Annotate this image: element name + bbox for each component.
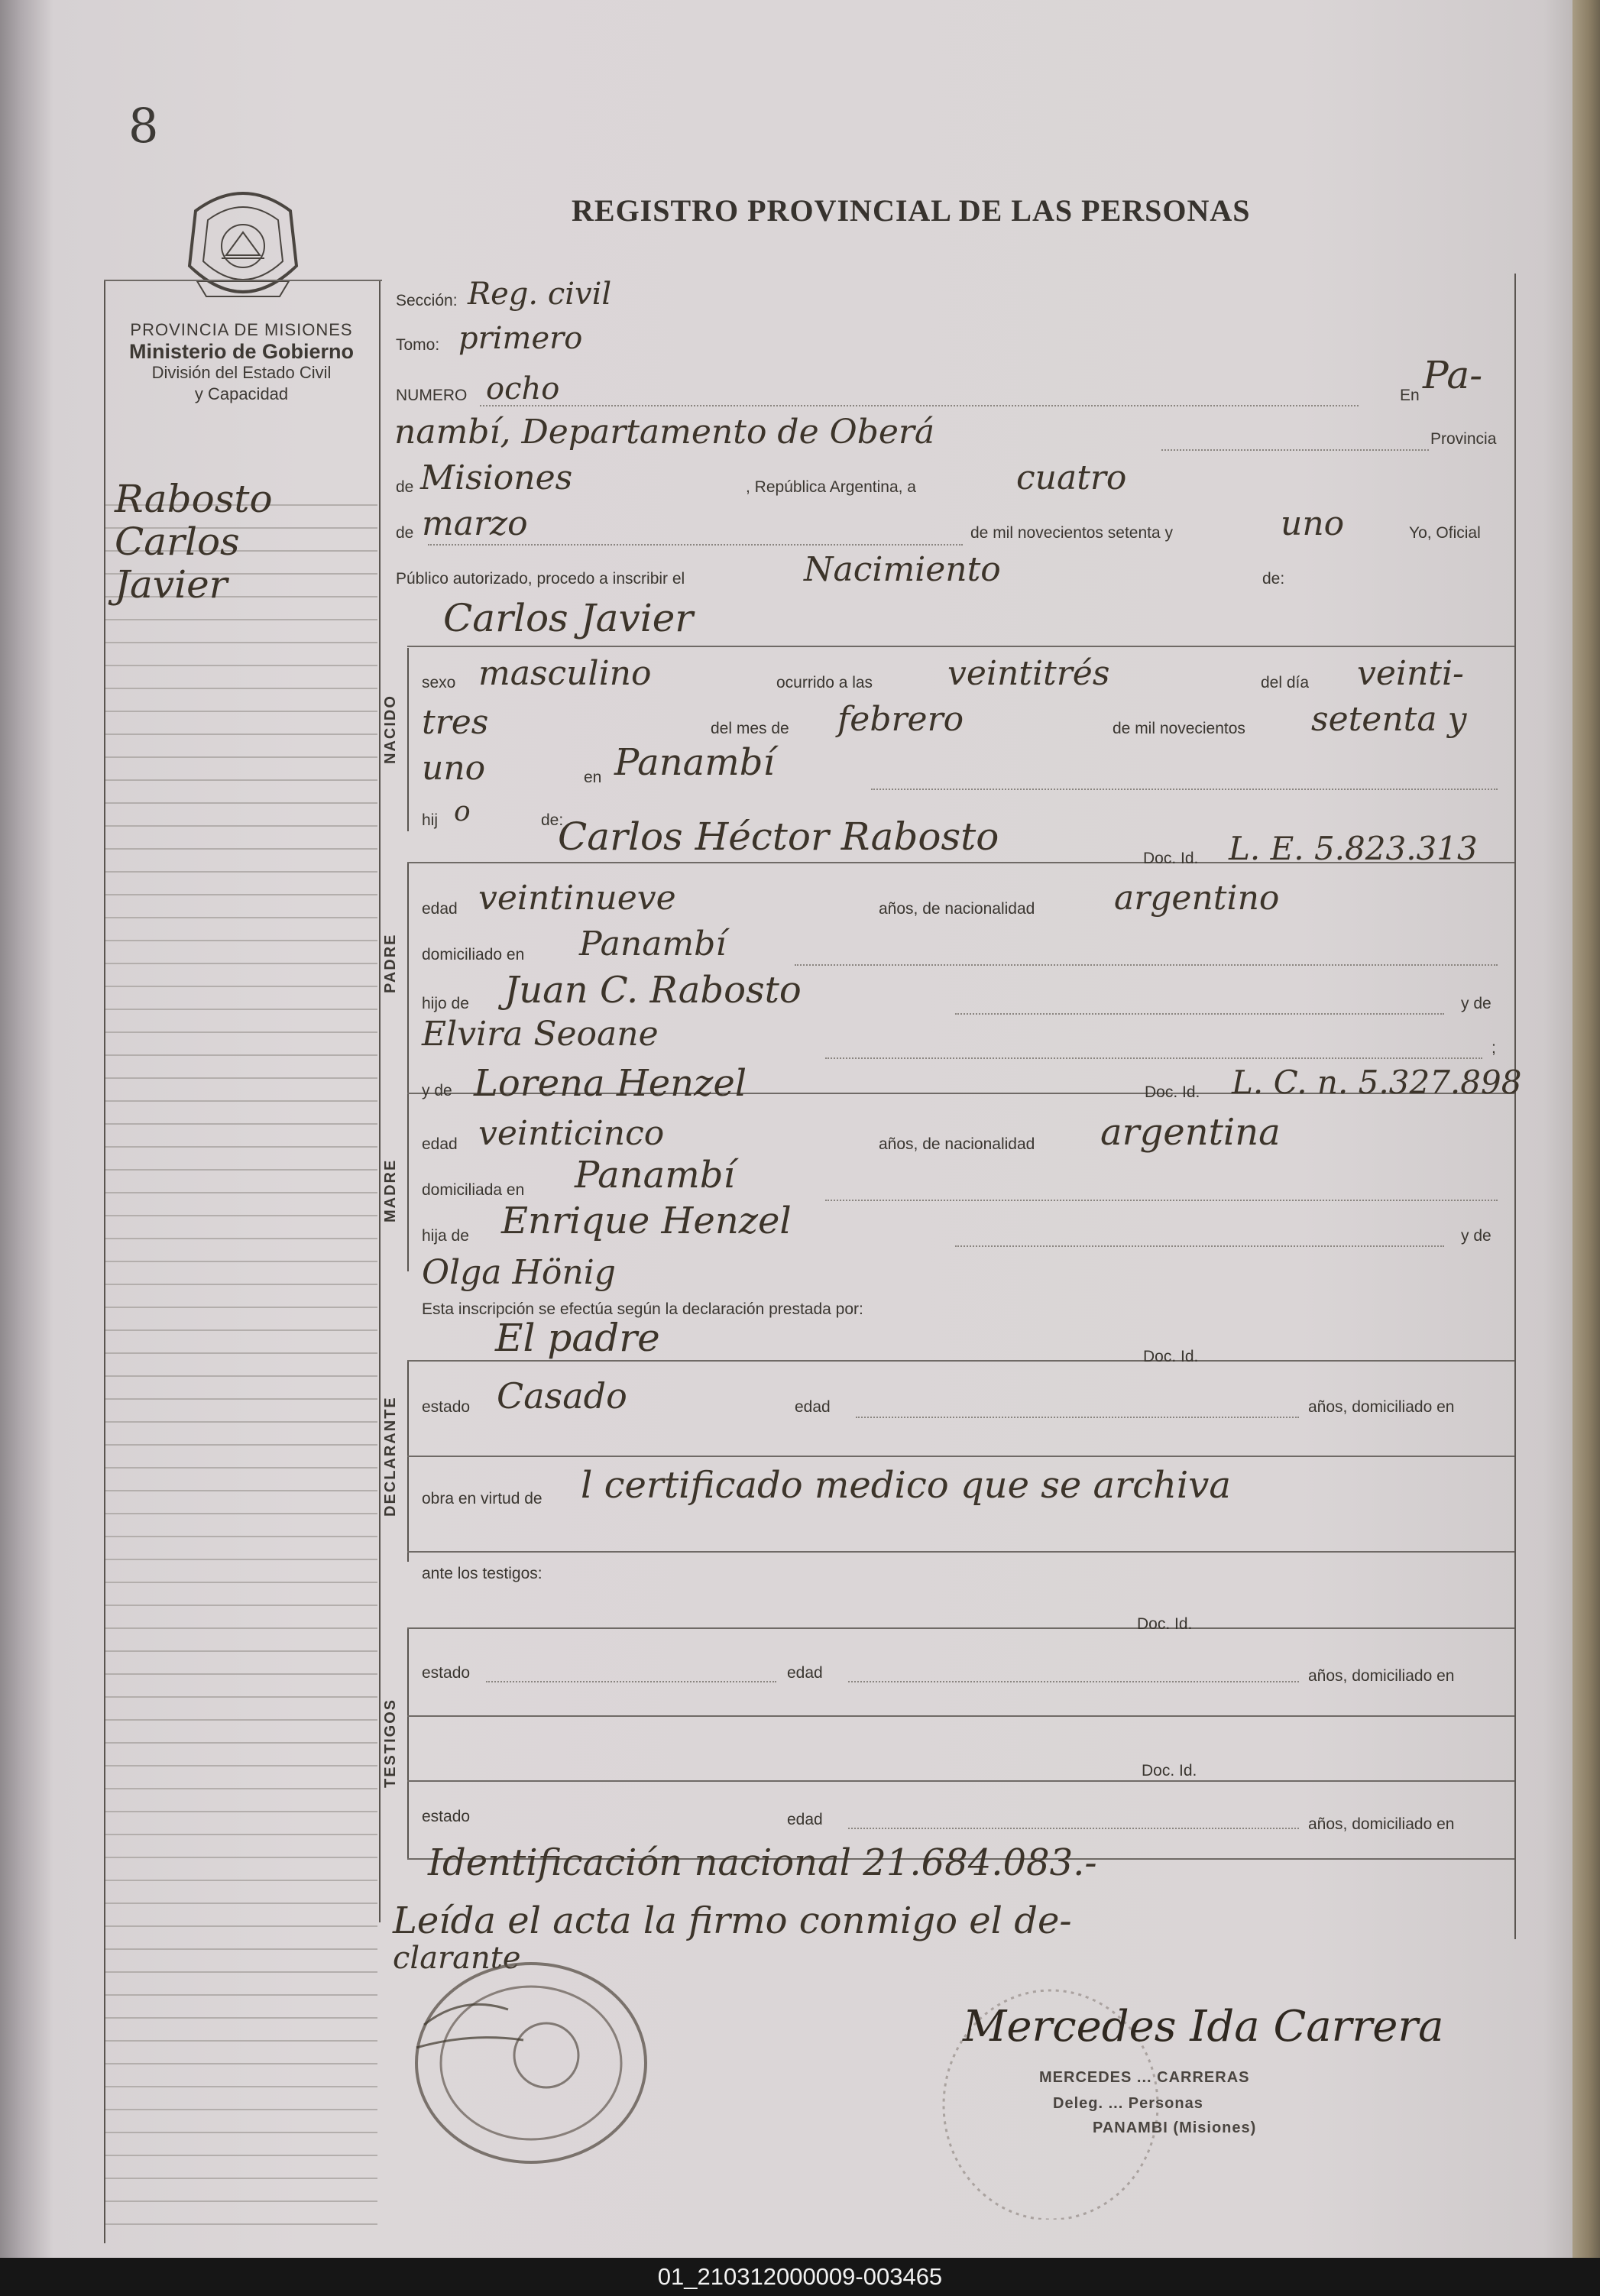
margin-ruled-line (105, 1215, 377, 1216)
margin-ruled-line (105, 2178, 377, 2179)
declarante-doc-label: Doc. Id. (1143, 1348, 1199, 1365)
padre-domicilio-dotline (795, 964, 1498, 966)
margin-ruled-line (105, 986, 377, 987)
margin-ruled-line (105, 1123, 377, 1125)
margin-ruled-line (105, 1742, 377, 1744)
padre-edad-label: edad (422, 900, 458, 918)
margin-ruled-line (105, 1857, 377, 1858)
margin-ruled-line (105, 917, 377, 918)
testigo2-estado-label: estado (422, 1808, 471, 1825)
ante-testigos-label: ante los testigos: (422, 1565, 543, 1582)
seccion-label: Sección: (396, 292, 458, 309)
margin-ruled-line (105, 894, 377, 895)
nacido-bracket (407, 648, 409, 831)
testigo2-edad-dotline (848, 1828, 1299, 1829)
official-signature: Mercedes Ida Carrera (963, 2002, 1444, 2052)
padre-nacionalidad-value: argentino (1114, 879, 1280, 918)
margin-ruled-line (105, 1948, 377, 1950)
margin-ruled-line (105, 2086, 377, 2087)
margin-ruled-line (105, 1559, 377, 1560)
padre-domicilio-value: Panambí (579, 925, 727, 963)
binding-ribbon (1572, 0, 1600, 2258)
margin-ruled-line (105, 1605, 377, 1606)
margin-surname: Rabosto (115, 477, 273, 521)
madre-edad-value: veinticinco (478, 1114, 665, 1153)
declarante-estado-label: estado (422, 1398, 471, 1416)
testigo1-edad-label: edad (787, 1664, 823, 1682)
mes-dotline (428, 544, 963, 546)
madre-y-de2-label: y de (1461, 1227, 1491, 1245)
margin-firstname: Carlos (115, 520, 240, 564)
margin-ruled-line (105, 1329, 377, 1331)
de3-label: de: (1262, 570, 1285, 588)
margin-ruled-line (105, 1903, 377, 1904)
margin-ruled-line (105, 1673, 377, 1675)
province-name: PROVINCIA DE MISIONES (130, 320, 353, 339)
margin-ruled-line (105, 1719, 377, 1721)
sexo-value: masculino (478, 654, 652, 693)
margin-ruled-line (105, 2200, 377, 2202)
margin-ruled-line (105, 1307, 377, 1308)
form-left-border (379, 280, 381, 1922)
testigo1-estado-dotline (486, 1681, 776, 1682)
rule-declarante-bottom (407, 1551, 1514, 1553)
padre-nombre: Carlos Héctor Rabosto (558, 814, 999, 859)
margin-ruled-line (105, 619, 377, 620)
madre-nombre: Lorena Henzel (474, 1062, 747, 1105)
margin-ruled-line (105, 733, 377, 735)
margin-ruled-line (105, 1100, 377, 1102)
obra-value: l certificado medico que se archiva (581, 1464, 1231, 1507)
nombre-inscripto: Carlos Javier (443, 596, 694, 640)
madre-doc-label: Doc. Id. (1145, 1083, 1200, 1101)
madre-doc-value: L. C. n. 5.327.898 (1232, 1064, 1522, 1101)
closing-line-1: Identificación nacional 21.684.083.- (428, 1841, 1097, 1884)
hijo-value: o (454, 796, 471, 827)
madre-abuela-value: Olga Hönig (422, 1253, 616, 1292)
image-id-footer: 01_210312000009-003465 (0, 2258, 1600, 2296)
nacido-mes-value: febrero (837, 700, 964, 739)
madre-domicilio-value: Panambí (575, 1154, 735, 1197)
official-stamp-icon (394, 1941, 669, 2170)
margin-ruled-line (105, 1536, 377, 1537)
madre-edad-label: edad (422, 1135, 458, 1153)
anio-label: de mil novecientos setenta y (970, 524, 1173, 542)
signature-stamp-line2: Deleg. ... Personas (1053, 2095, 1203, 2112)
padre-doc-label: Doc. Id. (1143, 850, 1199, 867)
margin-ruled-line (105, 1054, 377, 1056)
signature-stamp-line1: MERCEDES ... CARRERAS (1039, 2069, 1250, 2086)
margin-ruled-line (105, 963, 377, 964)
padre-nacionalidad-label: años, de nacionalidad (879, 900, 1035, 918)
numero-dotline (480, 405, 1359, 406)
nacido-dia-value-cont: tres (422, 703, 489, 742)
margin-ruled-line (105, 2223, 377, 2225)
margin-ruled-line (105, 1421, 377, 1423)
mes-value: marzo (422, 504, 528, 543)
dia-value: cuatro (1016, 458, 1127, 497)
margin-ruled-line (105, 802, 377, 804)
margin-ruled-line (105, 1261, 377, 1262)
oficial-label: Yo, Oficial (1409, 524, 1481, 542)
testigo1-estado-label: estado (422, 1664, 471, 1682)
testigo1-edad-dotline (848, 1681, 1299, 1682)
margin-ruled-line (105, 642, 377, 643)
section-label-nacido: NACIDO (382, 695, 399, 764)
margin-ruled-line (105, 688, 377, 689)
numero-value: ocho (486, 371, 560, 406)
seccion-value: Reg. civil (468, 277, 612, 312)
margin-ruled-line (105, 2040, 377, 2042)
rule-testigos-mid (407, 1715, 1514, 1717)
padre-hijo-de-label: hijo de (422, 995, 469, 1012)
madre-y-de-label: y de (422, 1082, 452, 1099)
padre-madre-dotline (825, 1057, 1482, 1059)
hijo-label: hij (422, 811, 439, 829)
margin-ruled-line (105, 1398, 377, 1400)
closing-line-2: Leída el acta la firmo conmigo el de- (393, 1899, 1072, 1942)
margin-ruled-line (105, 1971, 377, 1973)
margin-ruled-line (105, 1650, 377, 1652)
margin-ruled-line (105, 1582, 377, 1583)
testigo2-domicilio-label: años, domiciliado en (1308, 1815, 1455, 1833)
margin-ruled-line (105, 1192, 377, 1193)
nacido-en-label: en (584, 769, 602, 786)
margin-ruled-line (105, 1031, 377, 1033)
nacido-lugar-value: Panambí (614, 741, 775, 784)
ocurrido-label: ocurrido a las (776, 674, 873, 691)
margin-ruled-line (105, 665, 377, 666)
publico-label: Público autorizado, procedo a inscribir el (396, 570, 685, 588)
acto-value: Nacimiento (804, 550, 1001, 589)
anio-value: uno (1281, 504, 1345, 543)
en-value-cont: nambí, Departamento de Oberá (394, 413, 935, 452)
declarante-domicilio-label: años, domiciliado en (1308, 1398, 1455, 1416)
page-number: 8 (128, 98, 159, 154)
division-name-cont: y Capacidad (194, 384, 289, 403)
rule-declarante-mid (407, 1456, 1514, 1457)
nacido-anio-value-cont: uno (422, 749, 486, 788)
provincia-label: Provincia (1430, 430, 1497, 448)
margin-ruled-line (105, 1811, 377, 1812)
nacido-anio-label: de mil novecientos (1113, 720, 1245, 737)
margin-ruled-line (105, 848, 377, 850)
margin-ruled-line (105, 1765, 377, 1767)
margin-ruled-line (105, 779, 377, 781)
margin-ruled-line (105, 1444, 377, 1446)
nacido-lugar-dotline (871, 789, 1498, 790)
margin-ruled-line (105, 1352, 377, 1354)
ministry-name: Ministerio de Gobierno (128, 340, 355, 363)
signature-stamp-line3: PANAMBI (Misiones) (1093, 2120, 1257, 2136)
declarante-estado-value: Casado (497, 1375, 627, 1417)
section-label-madre: MADRE (382, 1158, 399, 1222)
division-name: División del Estado Civil (151, 363, 332, 382)
padre-hijo-de-value: Juan C. Rabosto (504, 969, 802, 1012)
margin-ruled-line (105, 2155, 377, 2156)
margin-ruled-line (105, 1880, 377, 1881)
padre-madre-value: Elvira Seoane (422, 1015, 659, 1054)
republica-label: , República Argentina, a (746, 478, 916, 496)
mes-label: del mes de (711, 720, 789, 737)
provincial-seal-icon (182, 182, 304, 310)
margin-ruled-line (105, 1994, 377, 1996)
margin-ruled-line (105, 1009, 377, 1010)
margin-note (115, 478, 273, 606)
obra-label: obra en virtud de (422, 1490, 543, 1507)
rule-top (104, 280, 382, 281)
margin-ruled-line (105, 1467, 377, 1469)
dia-label: del día (1261, 674, 1310, 691)
padre-domicilio-label: domiciliado en (422, 946, 525, 963)
section-label-padre: PADRE (382, 933, 399, 993)
margin-ruled-line (105, 1169, 377, 1171)
margin-ruled-line (105, 825, 377, 827)
margin-ruled-line (105, 940, 377, 941)
left-border (104, 280, 105, 2243)
nacido-dia-value: veinti- (1357, 654, 1464, 693)
form-right-border (1514, 274, 1516, 1939)
margin-ruled-line (105, 1146, 377, 1148)
testigo1-domicilio-label: años, domiciliado en (1308, 1667, 1455, 1685)
margin-ruled-line (105, 1925, 377, 1927)
padre-bracket (407, 862, 409, 1093)
tomo-value: primero (458, 321, 583, 356)
margin-ruled-line (105, 1513, 377, 1514)
testigo1-doc-label: Doc. Id. (1137, 1615, 1193, 1633)
lugar-dotline (1161, 449, 1429, 451)
declarante-nombre: El padre (495, 1316, 660, 1360)
hijo-de-label: de: (541, 811, 564, 829)
margin-ruled-line (105, 871, 377, 873)
section-label-testigos: TESTIGOS (382, 1698, 399, 1788)
margin-ruled-line (105, 756, 377, 758)
closing-line-3: clarante (393, 1941, 521, 1976)
nacido-anio-value: setenta y (1311, 700, 1467, 739)
testigos-bracket (407, 1629, 409, 1858)
margin-ruled-line (105, 1627, 377, 1629)
madre-bracket (407, 1094, 409, 1271)
hora-value: veintitrés (947, 654, 1110, 693)
padre-y-de-label: y de (1461, 995, 1491, 1012)
margin-ruled-line (105, 2063, 377, 2064)
testigo2-edad-label: edad (787, 1811, 823, 1828)
margin-middlename: Javier (115, 562, 228, 607)
madre-hija-de-dotline (955, 1245, 1444, 1247)
en-value: Pa- (1423, 353, 1483, 397)
rule-nacido-top (407, 646, 1514, 647)
de-label: de (396, 478, 414, 496)
madre-hija-de-label: hija de (422, 1227, 469, 1245)
province-block (105, 319, 377, 405)
rule-declarante-top (407, 1360, 1514, 1362)
margin-ruled-line (105, 2109, 377, 2110)
padre-hijo-de-dotline (955, 1013, 1444, 1015)
provincia-value: Misiones (420, 458, 573, 497)
margin-ruled-line (105, 1375, 377, 1377)
margin-ruled-line (105, 1834, 377, 1835)
margin-ruled-line (105, 2132, 377, 2133)
margin-ruled-line (105, 711, 377, 712)
testigo2-doc-label: Doc. Id. (1142, 1762, 1197, 1779)
margin-ruled-line (105, 1238, 377, 1239)
madre-nacionalidad-label: años, de nacionalidad (879, 1135, 1035, 1153)
declarante-edad-dotline (856, 1417, 1299, 1418)
margin-ruled-line (105, 1696, 377, 1698)
en-label: En (1400, 387, 1420, 404)
madre-domicilio-label: domiciliada en (422, 1181, 525, 1199)
madre-nacionalidad-value: argentina (1100, 1111, 1281, 1154)
padre-doc-value: L. E. 5.823.313 (1229, 830, 1478, 867)
margin-ruled-line (105, 1788, 377, 1789)
tomo-label: Tomo: (396, 336, 440, 354)
de2-label: de (396, 524, 414, 542)
declarante-bracket (407, 1360, 409, 1562)
margin-ruled-line (105, 2017, 377, 2019)
sexo-label: sexo (422, 674, 456, 691)
padre-semicolon: ; (1491, 1039, 1496, 1057)
rule-testigos-mid2 (407, 1780, 1514, 1782)
declarante-edad-label: edad (795, 1398, 831, 1416)
declaracion-intro: Esta inscripción se efectúa según la declaración prestada por: (422, 1300, 863, 1318)
section-label-declarante: DECLARANTE (382, 1396, 399, 1517)
margin-ruled-line (105, 1284, 377, 1285)
madre-domicilio-dotline (825, 1200, 1498, 1201)
margin-ruled-line (105, 1490, 377, 1491)
madre-hija-de-value: Enrique Henzel (501, 1200, 792, 1242)
margin-ruled-line (105, 1077, 377, 1079)
numero-label: NUMERO (396, 387, 468, 404)
page-title: REGISTRO PROVINCIAL DE LAS PERSONAS (572, 193, 1251, 228)
faint-stamp-icon (936, 1960, 1211, 2220)
padre-edad-value: veintinueve (478, 879, 676, 918)
rule-testigos-top (407, 1627, 1514, 1629)
